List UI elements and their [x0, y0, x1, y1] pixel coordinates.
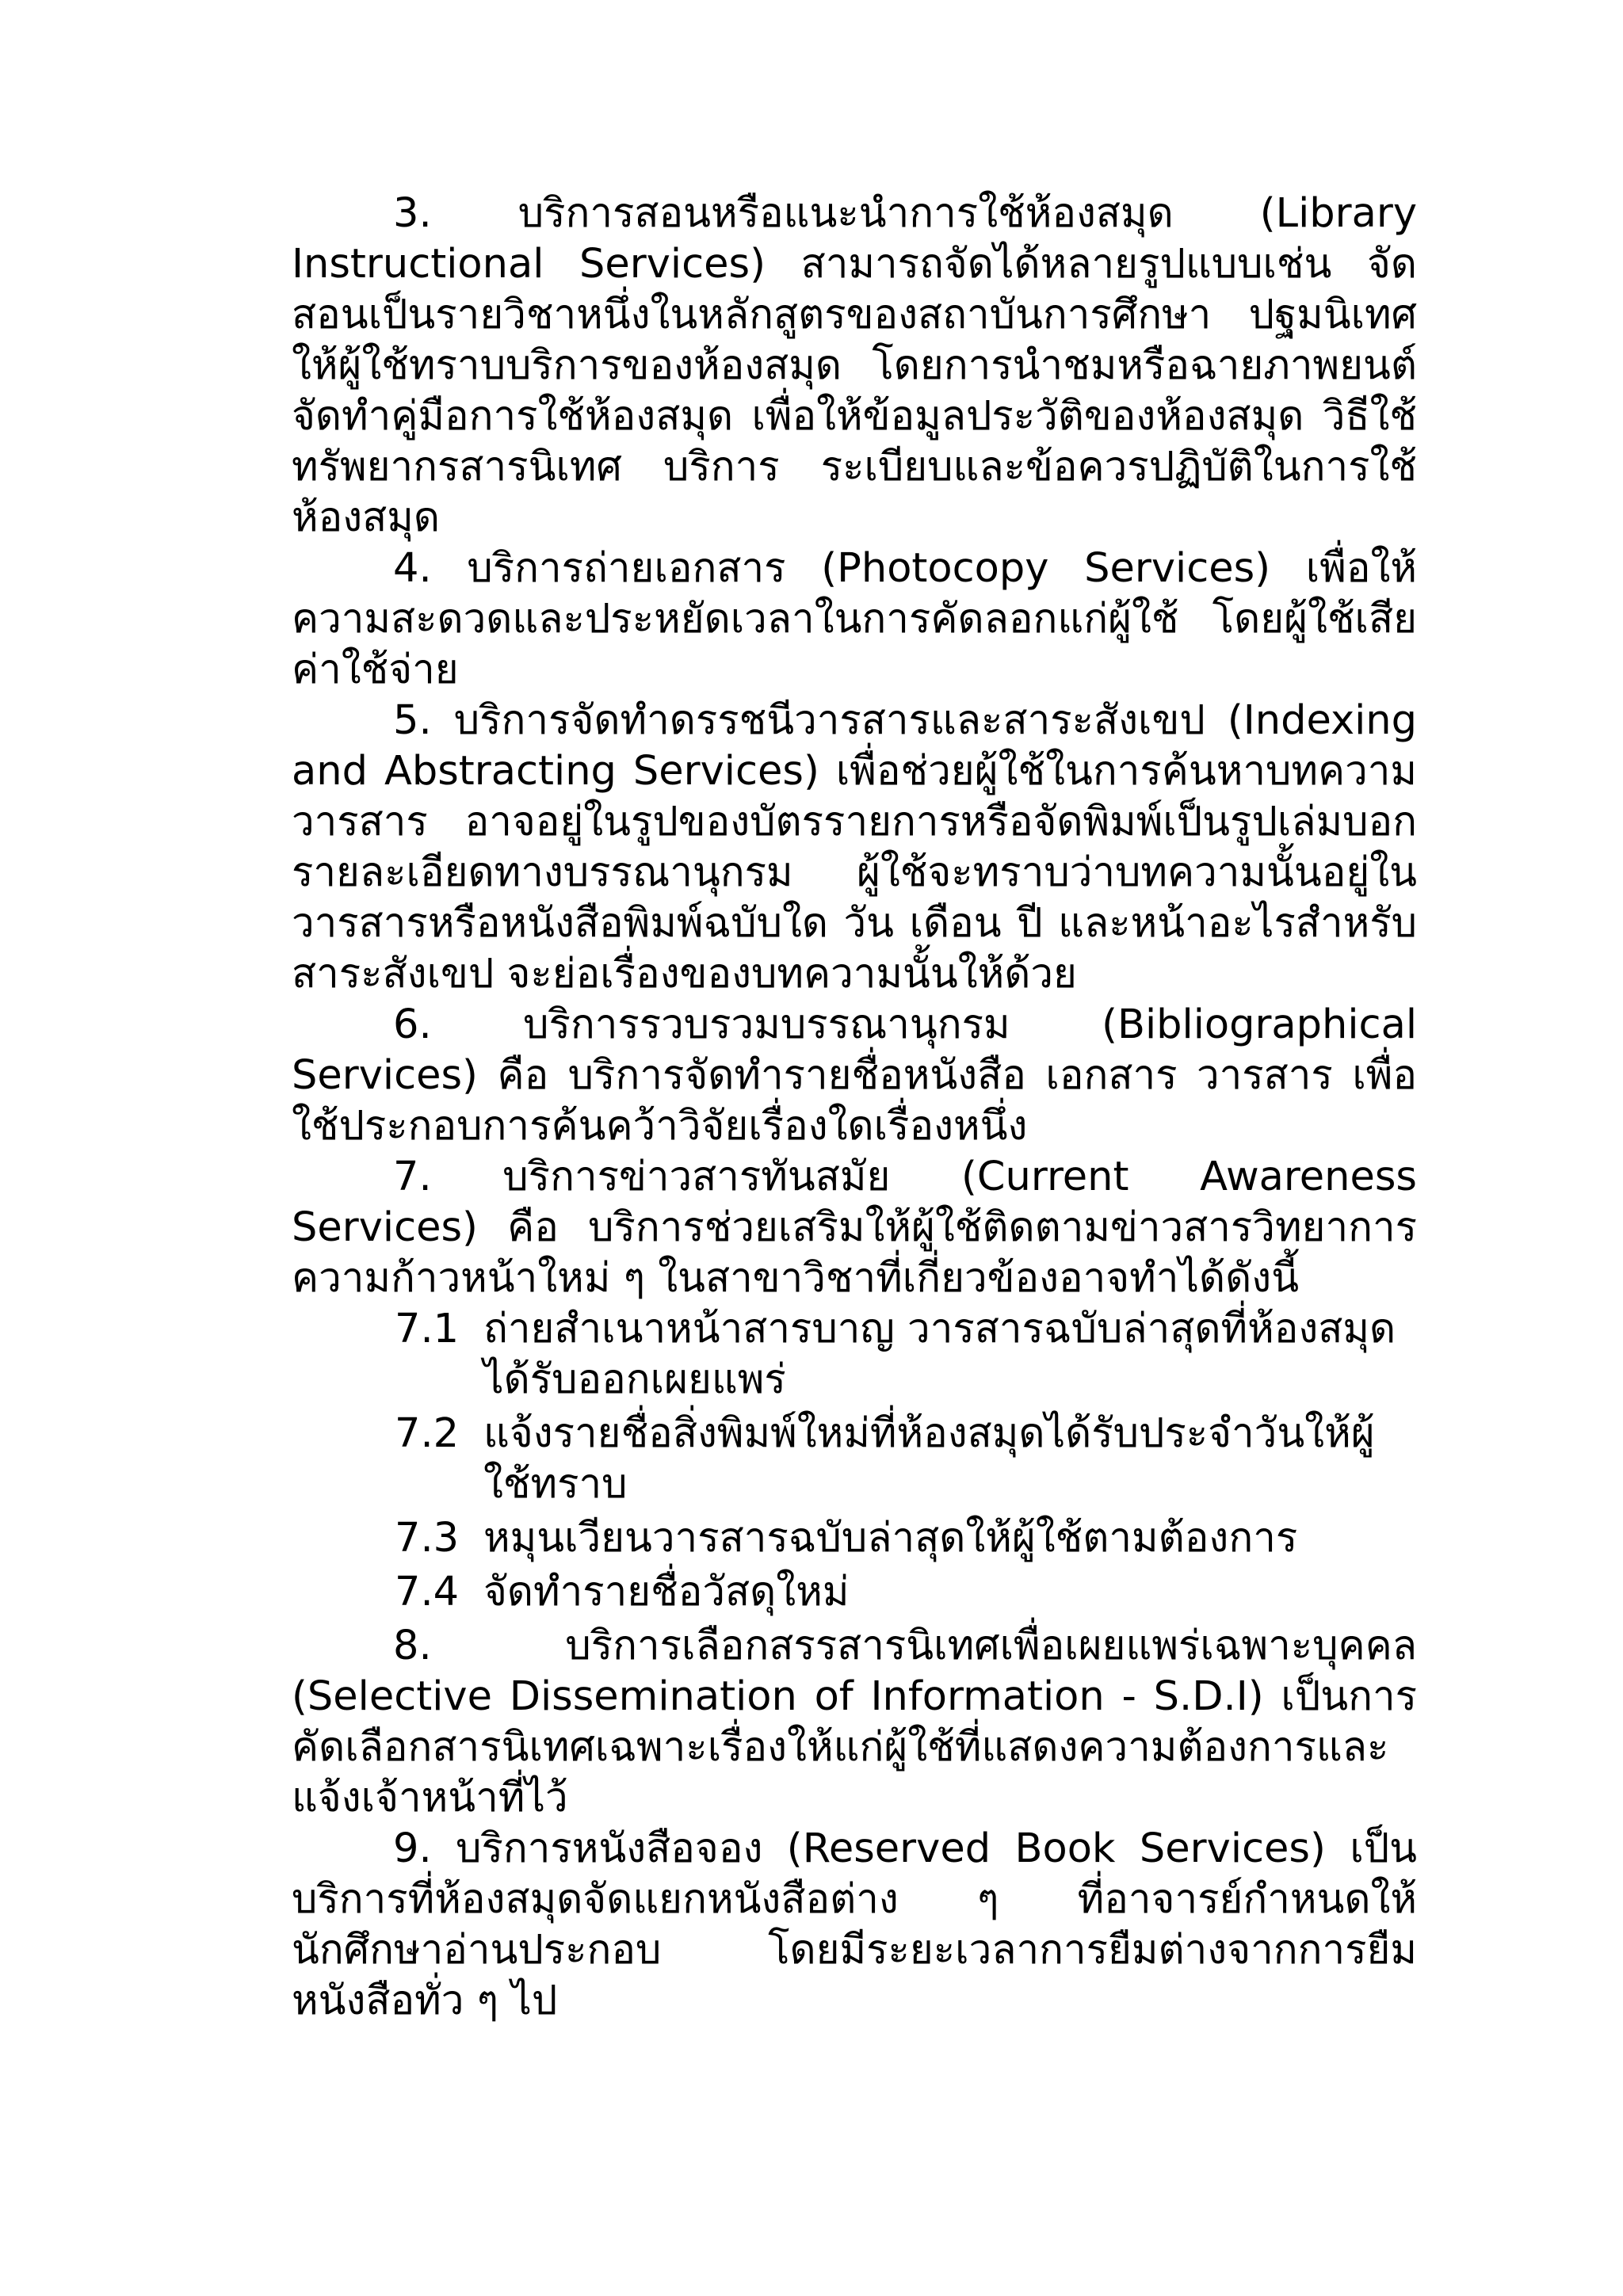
list-item-text: จัดทำรายชื่อวัสดุใหม่	[483, 1569, 850, 1615]
paragraph-sdi: 8. บริการเลือกสรรสารนิเทศเพื่อเผยแพร่เฉพาะบุคคล (Selective Dissemination of Information - S.D.I) เป็นการคัดเลือกสารนิเทศเฉพาะเรื่องให้แก่ผู้ใช้ที่แสดงความต้องการและแจ้งเจ้าหน้าที่ไว้	[292, 1623, 1417, 1821]
list-item	[395, 1409, 1417, 1510]
list-item-text: แจ้งรายชื่อสิ่งพิมพ์ใหม่ที่ห้องสมุดได้รับประจำวันให้ผู้ใช้ทราบ	[483, 1410, 1375, 1508]
list-item	[395, 1513, 1417, 1564]
sub-list	[395, 1304, 1417, 1618]
paragraph-library-instruction: 3. บริการสอนหรือแนะนำการใช้ห้องสมุด (Library Instructional Services) สามารถจัดได้หลายรูปแบบเช่น จัดสอนเป็นรายวิชาหนึ่งในหลักสูตรของสถาบันการศึกษา ปฐมนิเทศให้ผู้ใช้ทราบบริการของห้องสมุด โดยการนำชมหรือฉายภาพยนต์ จัดทำคู่มือการใช้ห้องสมุด เพื่อให้ข้อมูลประวัติของห้องสมุด วิธีใช้ทรัพยากรสารนิเทศ บริการ ระเบียบและข้อควรปฏิบัติในการใช้ห้องสมุด	[292, 190, 1417, 541]
paragraph-bibliographical: 6. บริการรวบรวมบรรณานุกรม (Bibliographical Services) คือ บริการจัดทำรายชื่อหนังสือ เอกสาร วารสาร เพื่อใช้ประกอบการค้นคว้าวิจัยเรื่องใดเรื่องหนึ่ง	[292, 1001, 1417, 1150]
paragraph-current-awareness: 7. บริการข่าวสารทันสมัย (Current Awareness Services) คือ บริการช่วยเสริมให้ผู้ใช้ติดตามข่าวสารวิทยาการความก้าวหน้าใหม่ ๆ ในสาขาวิชาที่เกี่ยวข้องอาจทำได้ดังนี้	[292, 1154, 1417, 1302]
list-item-number: 7.2	[395, 1410, 460, 1457]
list-item-number: 7.4	[395, 1569, 460, 1615]
paragraph-photocopy: 4. บริการถ่ายเอกสาร (Photocopy Services) เพื่อให้ความสะดวดและประหยัดเวลาในการคัดลอกแก่ผู้ใช้ โดยผู้ใช้เสียค่าใช้จ่าย	[292, 545, 1417, 693]
list-item-text: หมุนเวียนวารสารฉบับล่าสุดให้ผู้ใช้ตามต้องการ	[483, 1515, 1298, 1562]
list-item	[395, 1304, 1417, 1405]
list-item	[395, 1567, 1417, 1618]
paragraph-indexing: 5. บริการจัดทำดรรชนีวารสารและสาระสังเขป (Indexing and Abstracting Services) เพื่อช่วยผู้ใช้ในการค้นหาบทความวารสาร อาจอยู่ในรูปของบัตรรายการหรือจัดพิมพ์เป็นรูปเล่มบอกรายละเอียดทางบรรณานุกรม ผู้ใช้จะทราบว่าบทความนั้นอยู่ในวารสารหรือหนังสือพิมพ์ฉบับใด วัน เดือน ปี และหน้าอะไรสำหรับสาระสังเขป จะย่อเรื่องของบทความนั้นให้ด้วย	[292, 697, 1417, 997]
paragraph-reserved-books: 9. บริการหนังสือจอง (Reserved Book Services) เป็นบริการที่ห้องสมุดจัดแยกหนังสือต่าง ๆ ที่อาจารย์กำหนดให้นักศึกษาอ่านประกอบ โดยมีระยะเวลาการยืมต่างจากการยืมหนังสือทั่ว ๆ ไป	[292, 1825, 1417, 2024]
list-item-number: 7.3	[395, 1515, 460, 1562]
list-item-number: 7.1	[395, 1306, 460, 1352]
document-page	[292, 189, 1417, 2027]
list-item-text: ถ่ายสำเนาหน้าสารบาญ วารสารฉบับล่าสุดที่ห้องสมุดได้รับออกเผยแพร่	[483, 1306, 1396, 1403]
